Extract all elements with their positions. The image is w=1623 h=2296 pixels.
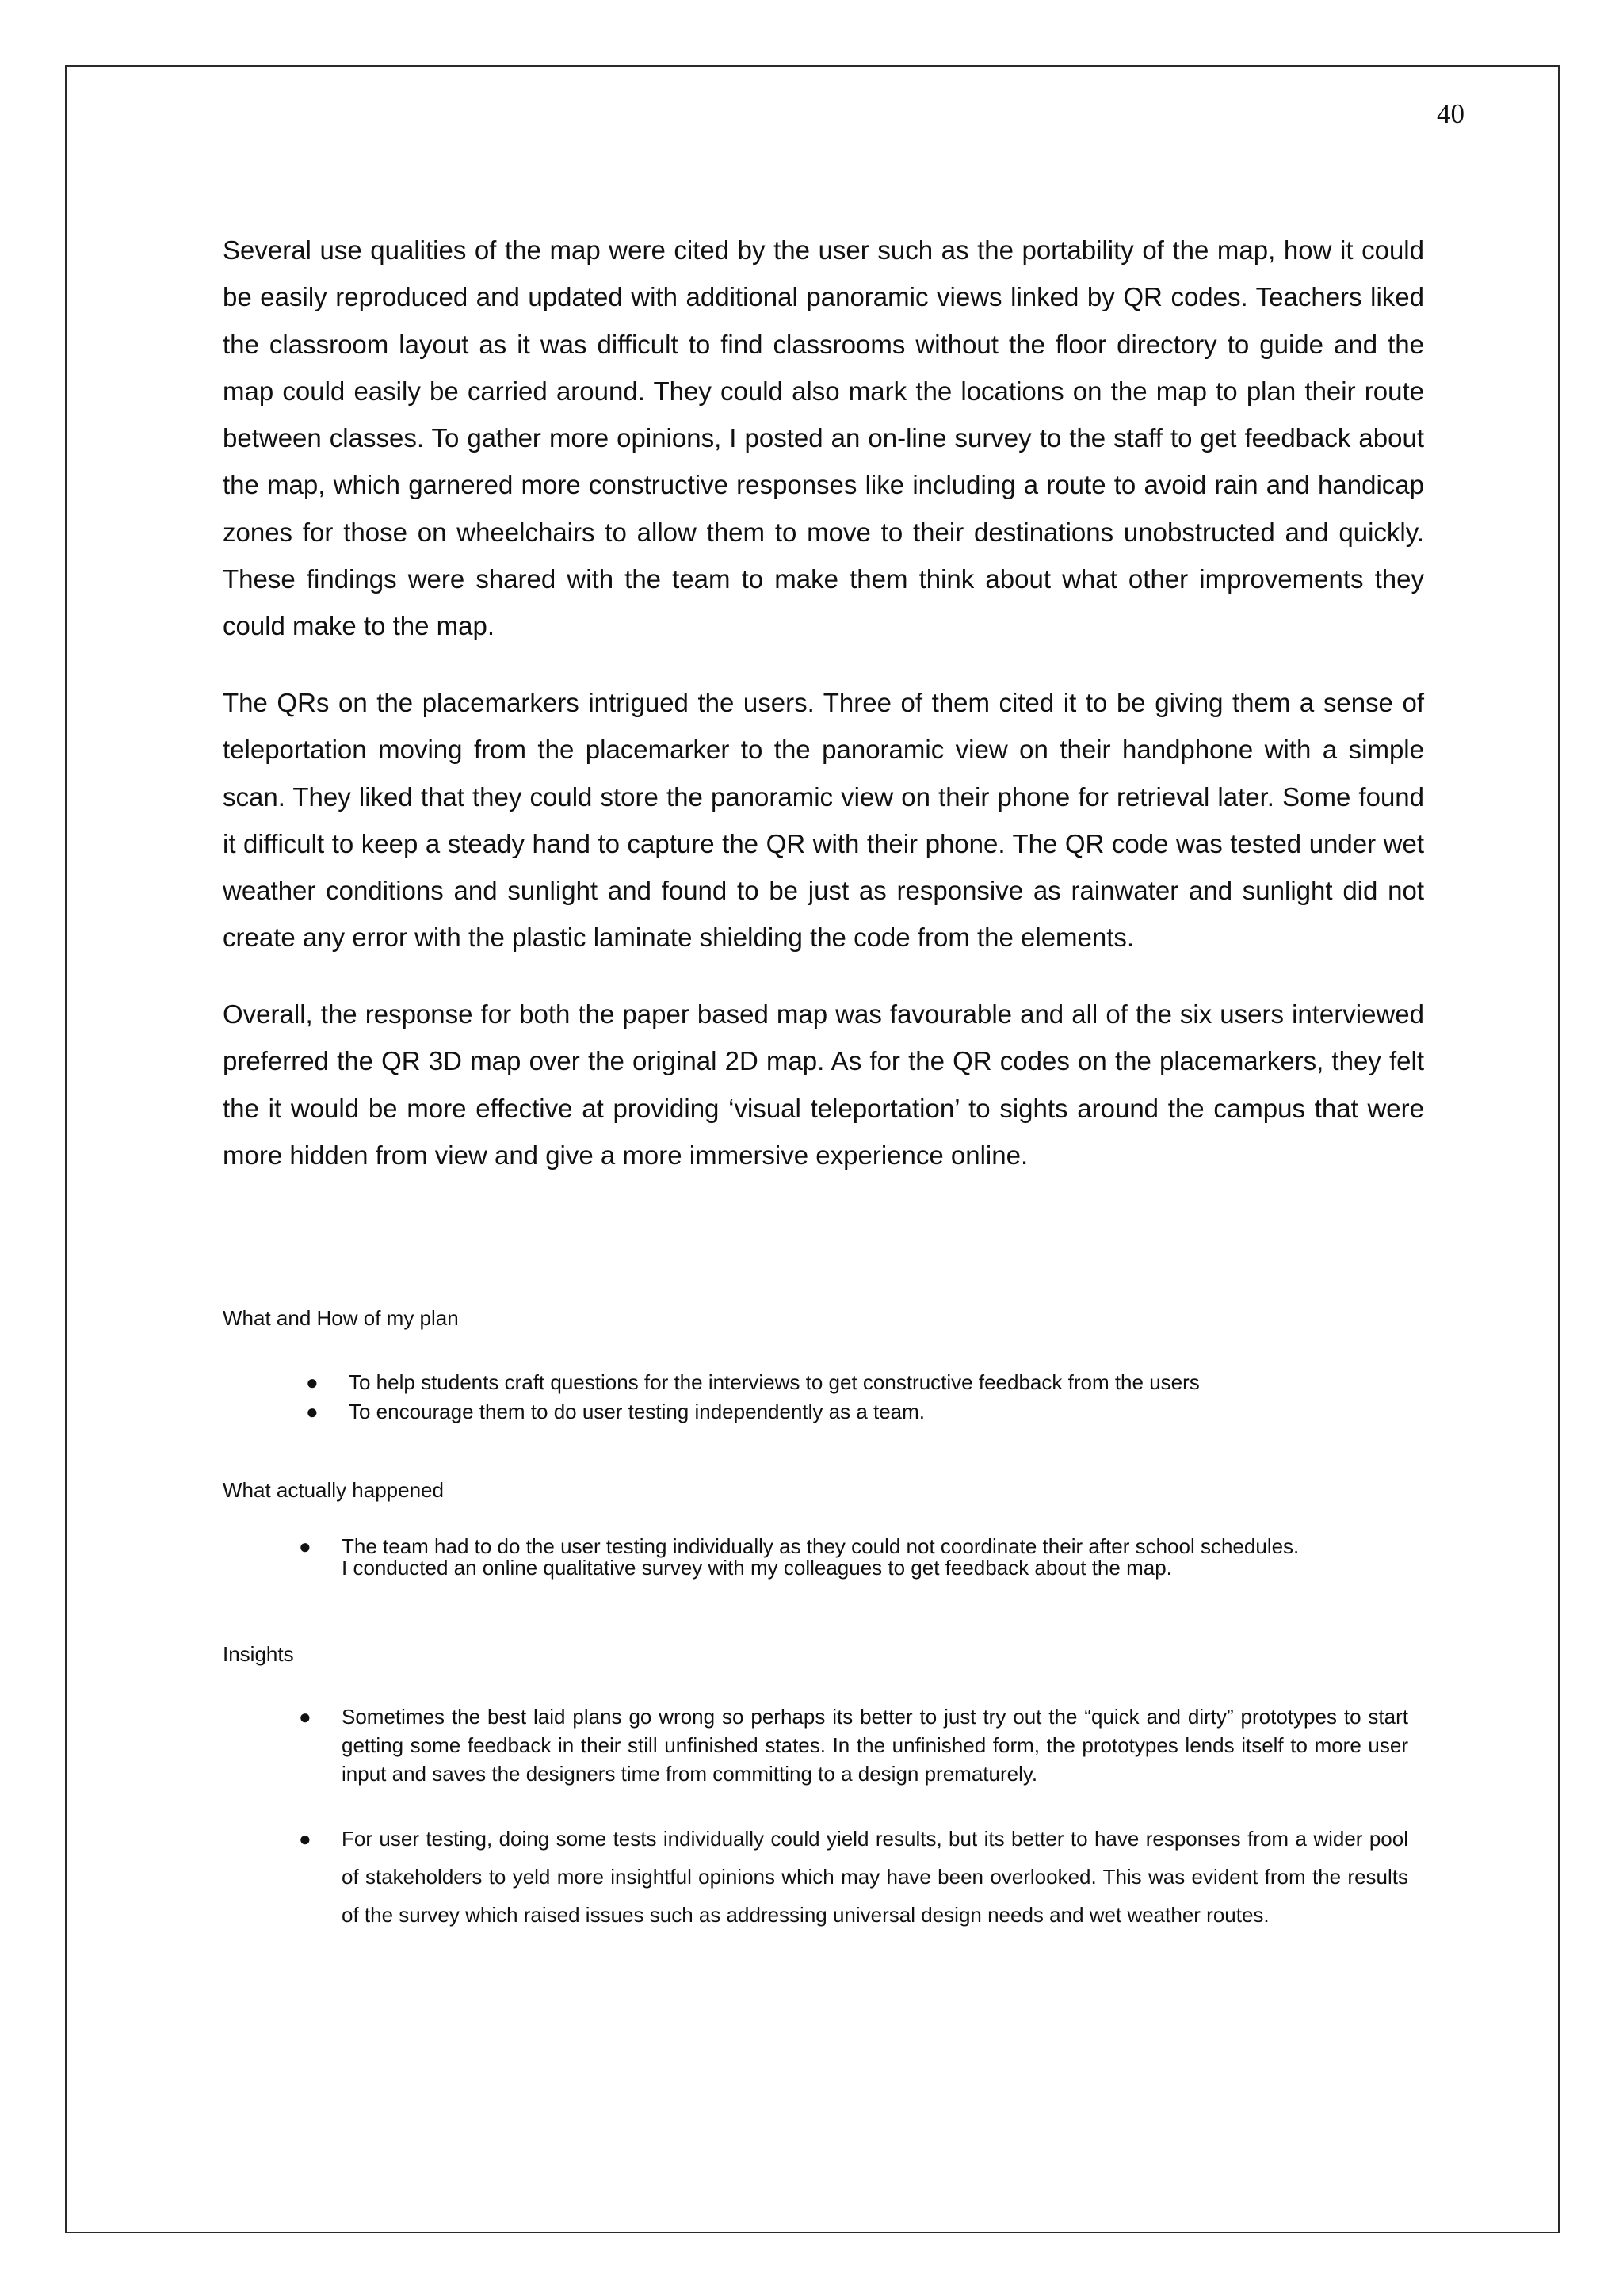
section-heading-plan: What and How of my plan [223, 1306, 459, 1330]
list-item-text: To encourage them to do user testing independently as a team. [349, 1400, 926, 1423]
bullet-icon: ● [306, 1400, 319, 1423]
bullet-icon: ● [299, 1827, 311, 1851]
body-paragraph-1: Several use qualities of the map were cited by the user such as the portability of the map, how it could be easily reproduced and updated with additional panoramic views linked by QR codes. Teachers liked the classroom layout as it was difficult to find classrooms without the floor directory to guide and the map could easily be carried around. They could also mark the locations on the map to plan their route between classes. To gather more opinions, I posted an on-line survey to the staff to get feedback about the map, which garnered more constructive responses like including a route to avoid rain and handicap zones for those on wheelchairs to allow them to move to their destinations unobstructed and quickly. These findings were shared with the team to make them think about what other improvements they could make to the map. [223, 235, 1424, 641]
actual-list [299, 1534, 1451, 1580]
bullet-icon: ● [299, 1705, 311, 1729]
list-item-text: Sometimes the best laid plans go wrong so perhaps its better to just try out the “quick and dirty” prototypes to start getting some feedback in their still unfinished states. In the unfinished form, the prototypes lends itself to more user input and saves the designers time from committing to a design prematurely. [342, 1705, 1408, 1786]
body-paragraph-3: Overall, the response for both the paper based map was favourable and all of the six users interviewed preferred the QR 3D map over the original 2D map. As for the QR codes on the placemarkers, they felt the it would be more effective at providing ‘visual teleportation’ to sights around the campus that were more hidden from view and give a more immersive experience online. [223, 999, 1424, 1170]
page-number: 40 [1437, 98, 1465, 129]
list-item-text: The team had to do the user testing individually as they could not coordinate their after school schedules. [342, 1534, 1300, 1558]
list-item-text: For user testing, doing some tests individually could yield results, but its better to have responses from a wider pool of stakeholders to yeld more insightful opinions which may have been overlooked. This was evident from the results of the survey which raised issues such as addressing universal design needs and wet weather routes. [342, 1827, 1408, 1927]
section-heading-actual: What actually happened [223, 1478, 444, 1502]
list-item [299, 1534, 1451, 1580]
list-item-text: I conducted an online qualitative survey with my colleagues to get feedback about the map. [342, 1556, 1172, 1580]
bullet-icon: ● [299, 1534, 311, 1558]
list-item [306, 1368, 1458, 1397]
section-heading-insights: Insights [223, 1642, 294, 1666]
list-item [299, 1820, 1408, 1934]
bullet-icon: ● [306, 1370, 319, 1394]
list-item [306, 1397, 1458, 1427]
insights-list [299, 1702, 1408, 1934]
list-item-text: To help students craft questions for the interviews to get constructive feedback from the users [349, 1370, 1200, 1394]
plan-list [306, 1368, 1458, 1427]
list-item [299, 1702, 1408, 1788]
body-paragraph-2: The QRs on the placemarkers intrigued the users. Three of them cited it to be giving them a sense of teleportation moving from the placemarker to the panoramic view on their handphone with a simple scan. They liked that they could store the panoramic view on their phone for retrieval later. Some found it difficult to keep a steady hand to capture the QR with their phone. The QR code was tested under wet weather conditions and sunlight and found to be just as responsive as rainwater and sunlight did not create any error with the plastic laminate shielding the code from the elements. [223, 688, 1424, 953]
